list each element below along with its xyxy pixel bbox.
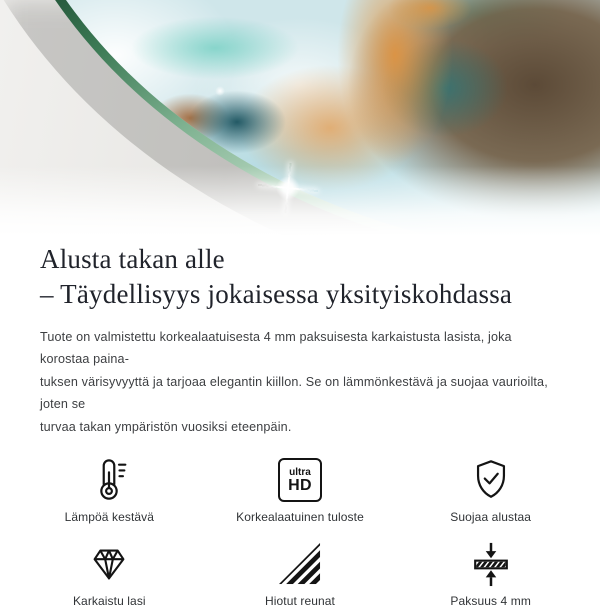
- product-hero-image: [0, 0, 600, 236]
- feature-tempered-glass: [14, 540, 205, 608]
- page-title-line1: Alusta takan alle: [40, 244, 225, 274]
- ultra-hd-icon: [278, 456, 322, 504]
- feature-label: Paksuus 4 mm: [450, 594, 531, 608]
- feature-thickness: [395, 540, 586, 608]
- ultra-hd-text-top: ultra: [289, 466, 311, 478]
- feature-ultra-hd-print: [205, 456, 396, 524]
- feature-label: Korkealaatuinen tuloste: [236, 510, 364, 525]
- shield-check-icon: [468, 456, 514, 504]
- feature-label: Karkaistu lasi: [72, 594, 146, 608]
- description-line: tuksen värisyvyyttä ja tarjoaa elegantin kiillon. Se on lämmönkestävä ja suojaa vaurioilta, joten se: [40, 374, 548, 412]
- description-line: Tuote on valmistettu korkealaatuisesta 4 mm paksuisesta karkaistusta lasista, joka korostaa paina-: [40, 330, 512, 367]
- thermometer-icon: [86, 456, 132, 504]
- description-line: turvaa takan ympäristön vuosiksi eteenpäin.: [40, 419, 292, 434]
- feature-label: Suojaa alustaa: [450, 510, 532, 525]
- feature-protects-surface: [395, 456, 586, 524]
- thickness-icon: [468, 540, 514, 588]
- product-description: [40, 326, 560, 438]
- feature-label: Lämpöä kestävä: [64, 510, 155, 525]
- polished-edges-icon: [277, 540, 323, 588]
- ultra-hd-text-bottom: HD: [288, 476, 312, 494]
- feature-heat-resistant: [14, 456, 205, 524]
- page-title: [40, 242, 560, 312]
- description-section: [0, 242, 600, 438]
- feature-grid: [0, 456, 600, 608]
- diamond-icon: [86, 540, 132, 588]
- page-title-line2: – Täydellisyys jokaisessa yksityiskohdassa: [40, 279, 513, 309]
- feature-polished-edges: [205, 540, 396, 608]
- edge-glint: [215, 86, 225, 96]
- feature-label: Hiotut reunat: [264, 594, 335, 608]
- hero-bottom-fade: [0, 166, 600, 236]
